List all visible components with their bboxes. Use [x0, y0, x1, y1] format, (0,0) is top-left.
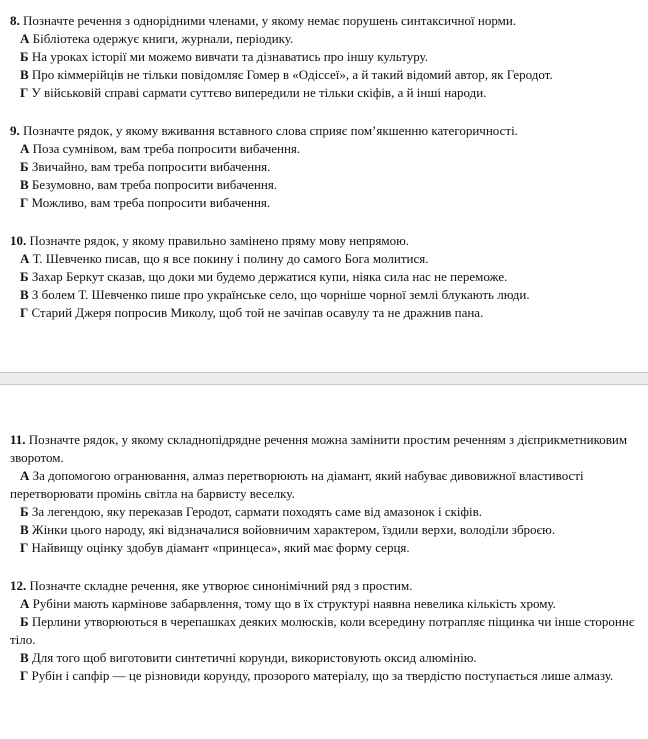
option-v [20, 521, 642, 539]
option-text: З болем Т. Шевченко пише про українське село, що чорніше чорної землі блукають люди. [28, 287, 530, 302]
option-text: Рубін і сапфір — це різновиди корунду, прозорого матеріалу, що за твердістю поступається лише алмазу. [28, 668, 614, 683]
question-text: Позначте рядок, у якому складнопідрядне речення можна замінити простим реченням з дієприкметниковим зворотом. [10, 432, 628, 465]
option-text: Т. Шевченко писав, що я все покину і полину до самого Бога молитися. [29, 251, 429, 266]
page-separator [0, 372, 648, 385]
option-text: У військовій справі сармати суттєво випередили не тільки скіфів, а й інші народи. [28, 85, 487, 100]
option-v [20, 176, 642, 194]
option-a [20, 30, 642, 48]
option-text: Перлини утворюються в черепашках деяких молюсків, коли всередину потрапляє піщинка чи інше стороннє тіло. [10, 614, 635, 647]
option-text: Найвищу оцінку здобув діамант «принцеса», який має форму серця. [28, 540, 410, 555]
question-9-prompt [10, 122, 642, 140]
option-a [20, 595, 642, 613]
option-letter: Б [20, 504, 29, 519]
option-letter: А [20, 31, 30, 46]
option-letter: Г [20, 540, 29, 555]
option-text: На уроках історії ми можемо вивчати та дізнаватись про іншу культуру. [28, 49, 429, 64]
option-letter: Г [20, 195, 29, 210]
question-number: 11. [10, 432, 26, 447]
option-b [10, 613, 642, 649]
option-letter: Г [20, 85, 29, 100]
option-h [20, 539, 642, 557]
option-letter: Б [20, 159, 29, 174]
questions-8-10 [10, 12, 642, 322]
option-b [20, 158, 642, 176]
question-number: 9. [10, 123, 20, 138]
option-b [20, 503, 642, 521]
question-10 [10, 232, 642, 322]
option-letter: А [20, 251, 30, 266]
option-text: Можливо, вам треба попросити вибачення. [28, 195, 271, 210]
option-letter: А [20, 141, 30, 156]
option-b [20, 48, 642, 66]
question-12 [10, 577, 642, 685]
question-text: Позначте рядок, у якому вживання вставного слова сприяє пом’якшенню категоричності. [19, 123, 518, 138]
option-letter: Г [20, 668, 29, 683]
option-letter: А [20, 468, 30, 483]
question-number: 8. [10, 13, 20, 28]
option-text: За допомогою огранювання, алмаз перетворюють на діамант, який набуває дивовижної властивості перетворювати промінь світла на барвисту веселку. [10, 468, 584, 501]
option-text: За легендою, яку переказав Геродот, сармати походять саме від амазонок і скіфів. [28, 504, 482, 519]
option-v [20, 286, 642, 304]
question-9 [10, 122, 642, 212]
option-text: Про кіммерійців не тільки повідомляє Гомер в «Одіссеї», а й такий відомий автор, як Геродот. [28, 67, 553, 82]
option-letter: В [20, 287, 29, 302]
option-a [20, 140, 642, 158]
question-10-prompt [10, 232, 642, 250]
option-letter: В [20, 522, 29, 537]
option-letter: Б [20, 49, 29, 64]
option-letter: Б [20, 614, 29, 629]
option-text: Звичайно, вам треба попросити вибачення. [28, 159, 271, 174]
option-letter: В [20, 177, 29, 192]
option-h [20, 304, 642, 322]
questions-11-12 [10, 431, 642, 685]
option-v [20, 66, 642, 84]
question-11 [10, 431, 642, 557]
question-8 [10, 12, 642, 102]
option-text: Безумовно, вам треба попросити вибачення. [28, 177, 278, 192]
option-text: Бібліотека одержує книги, журнали, періодику. [29, 31, 294, 46]
option-h [10, 667, 642, 685]
question-11-prompt [10, 431, 642, 467]
option-letter: В [20, 650, 29, 665]
option-h [20, 84, 642, 102]
option-text: Жінки цього народу, які відзначалися войовничим характером, їздили верхи, володіли зброєю. [28, 522, 556, 537]
option-text: Захар Беркут сказав, що доки ми будемо держатися купи, ніяка сила нас не переможе. [28, 269, 508, 284]
option-text: Для того щоб виготовити синтетичні корунди, використовують оксид алюмінію. [28, 650, 477, 665]
question-text: Позначте речення з однорідними членами, у якому немає порушень синтаксичної норми. [19, 13, 517, 28]
option-a [10, 467, 642, 503]
option-h [20, 194, 642, 212]
option-letter: Б [20, 269, 29, 284]
option-text: Поза сумнівом, вам треба попросити вибачення. [29, 141, 301, 156]
question-text: Позначте рядок, у якому правильно замінено пряму мову непрямою. [26, 233, 410, 248]
option-text: Рубіни мають кармінове забарвлення, тому що в їх структурі наявна невелика кількість хрому. [29, 596, 556, 611]
question-number: 10. [10, 233, 27, 248]
option-letter: В [20, 67, 29, 82]
option-letter: Г [20, 305, 29, 320]
option-v [20, 649, 642, 667]
option-text: Старий Джеря попросив Миколу, щоб той не зачіпав осавулу та не дражнив пана. [28, 305, 484, 320]
question-8-prompt [10, 12, 642, 30]
question-number: 12. [10, 578, 27, 593]
option-b [20, 268, 642, 286]
question-text: Позначте складне речення, яке утворює синонімічний ряд з простим. [26, 578, 413, 593]
option-a [20, 250, 642, 268]
question-12-prompt [10, 577, 642, 595]
option-letter: А [20, 596, 30, 611]
